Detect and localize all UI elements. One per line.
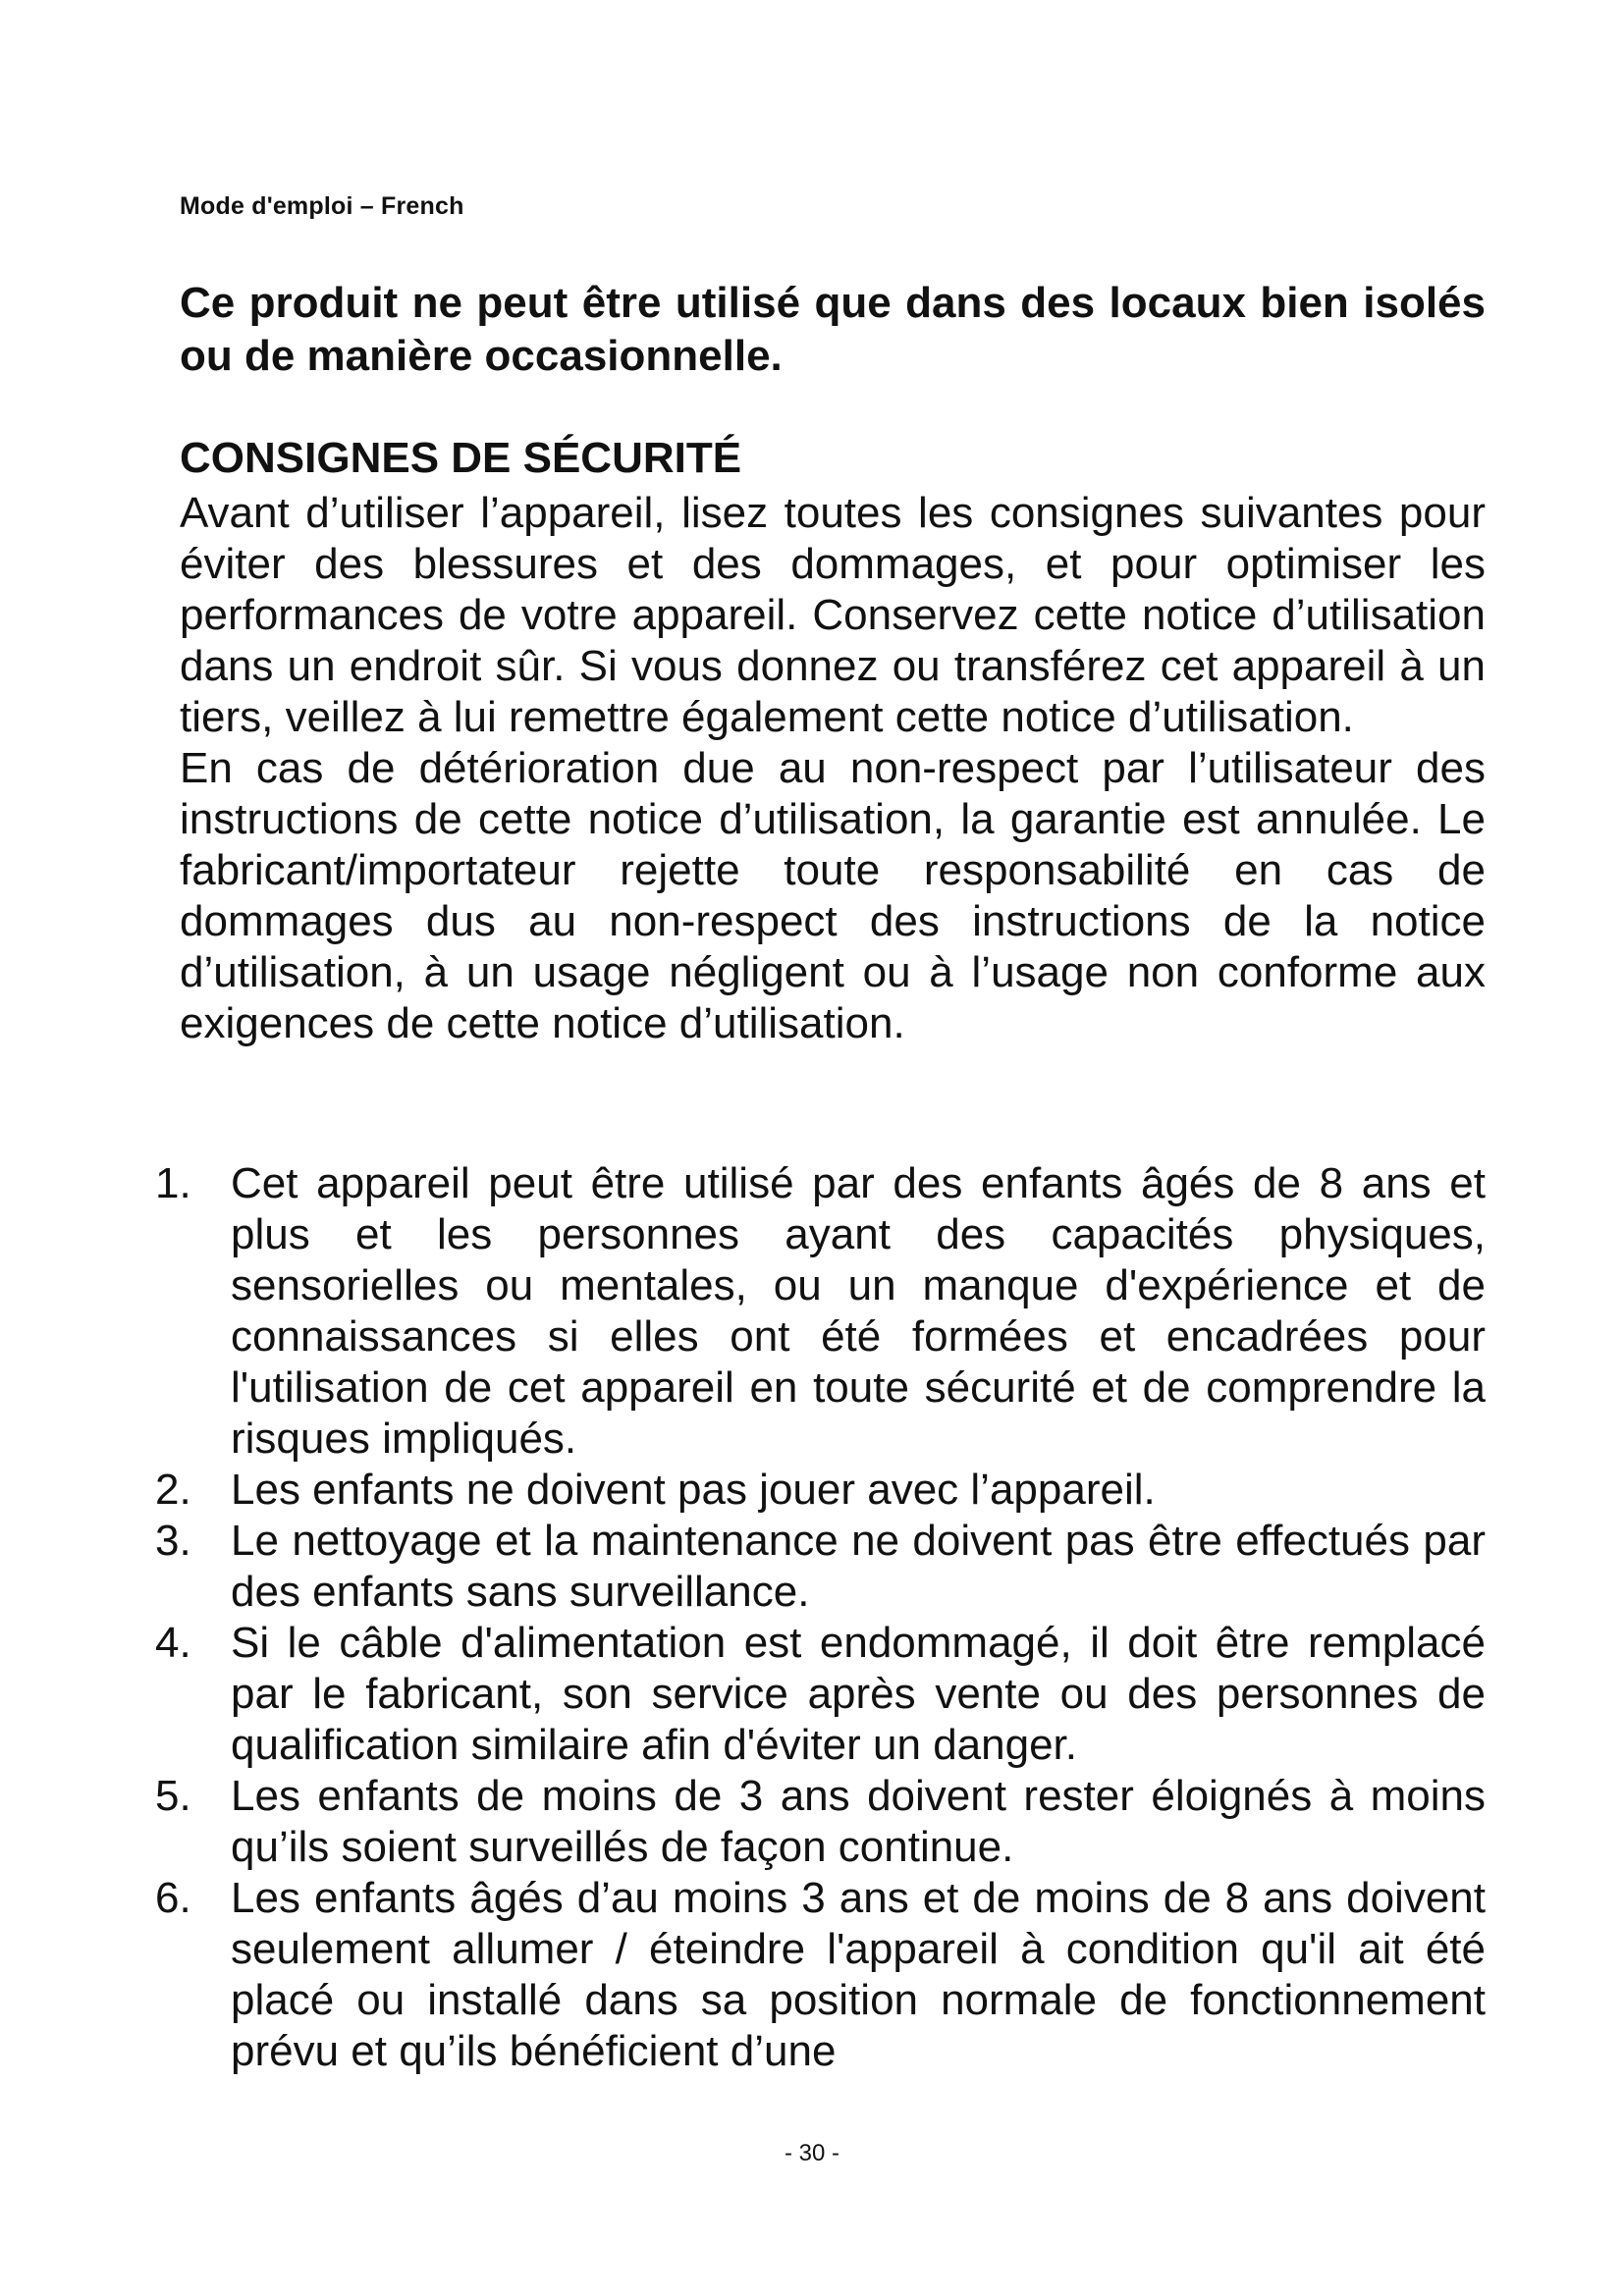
section-title: CONSIGNES DE SÉCURITÉ [180, 434, 742, 482]
list-item-number: 2. [155, 1466, 191, 1514]
list-item-number: 1. [155, 1159, 191, 1207]
usage-notice: Ce produit ne peut être utilisé que dans des locaux bien isolés ou de manière occasionnelle. [180, 279, 1486, 380]
list-item-text: Si le câble d'alimentation est endommagé, il doit être remplacé par le fabricant, son service après vente ou des personnes de qualification similaire afin d'éviter un danger. [231, 1619, 1486, 1769]
list-item [155, 1516, 1486, 1618]
list-item [155, 1873, 1486, 2077]
list-item-text: Les enfants ne doivent pas jouer avec l’appareil. [231, 1466, 1156, 1514]
list-item-number: 6. [155, 1874, 191, 1922]
document-header-label: Mode d'emploi – French [180, 192, 464, 220]
list-item [155, 1158, 1486, 1465]
list-item [155, 1771, 1486, 1873]
page-number: - 30 - [784, 2140, 839, 2166]
list-item [155, 1618, 1486, 1771]
intro-paragraph: Avant d’utiliser l’appareil, lisez toutes les consignes suivantes pour éviter des blessures et des dommages, et pour optimiser les performances de votre appareil. Conservez cette notice d’utilisation dans un endroit sûr. Si vous donnez ou transférez cet appareil à un tiers, veillez à lui remettre également cette notice d’utilisation. [180, 489, 1486, 741]
safety-instructions-list [155, 1158, 1486, 2077]
intro-paragraph: En cas de détérioration due au non-respect par l’utilisateur des instructions de cette notice d’utilisation, la garantie est annulée. Le fabricant/importateur rejette toute responsabilité en cas de dommages dus au non-respect des instructions de la notice d’utilisation, à un usage négligent ou à l’usage non conforme aux exigences de cette notice d’utilisation. [180, 744, 1486, 1047]
list-item-text: Les enfants de moins de 3 ans doivent rester éloignés à moins qu’ils soient surveillés de façon continue. [231, 1772, 1486, 1871]
list-item-number: 3. [155, 1517, 191, 1565]
list-item [155, 1465, 1486, 1516]
safety-intro [180, 488, 1486, 1049]
list-item-text: Cet appareil peut être utilisé par des enfants âgés de 8 ans et plus et les personnes ayant des capacités physiques, sensorielles ou mentales, ou un manque d'expérience et de connaissances si elles ont été formées et encadrées pour l'utilisation de cet appareil en toute sécurité et de comprendre la risques impliqués. [231, 1159, 1486, 1463]
list-item-number: 4. [155, 1619, 191, 1667]
list-item-text: Le nettoyage et la maintenance ne doivent pas être effectués par des enfants sans surveillance. [231, 1517, 1486, 1616]
list-item-number: 5. [155, 1772, 191, 1820]
list-item-text: Les enfants âgés d’au moins 3 ans et de moins de 8 ans doivent seulement allumer / éteindre l'appareil à condition qu'il ait été placé ou installé dans sa position normale de fonctionnement prévu et qu’ils bénéficient d’une [231, 1874, 1486, 2075]
